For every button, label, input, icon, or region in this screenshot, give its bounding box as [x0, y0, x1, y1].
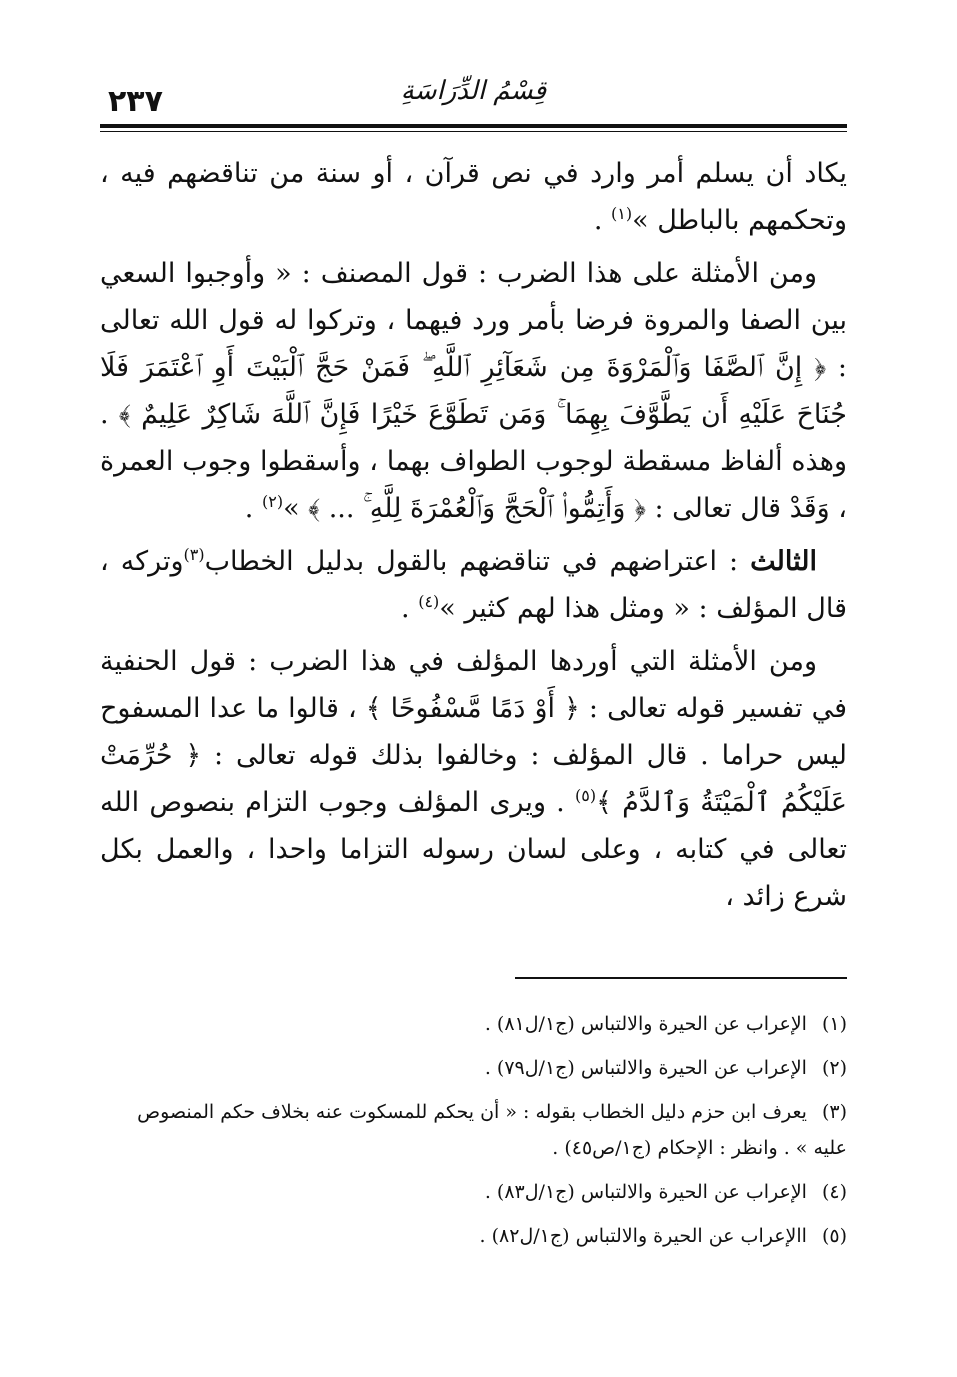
paragraph-3-lead: الثالث	[750, 546, 817, 577]
paragraph-1-text: يكاد أن يسلم أمر وارد في نص قرآن ، أو سنة من تناقضهم فيه ، وتحكمهم بالباطل »	[100, 158, 847, 236]
paragraph-3-text-b: وتركه ، قال المؤلف : « ومثل هذا لهم كثير »	[100, 546, 847, 624]
paragraph-1	[100, 150, 847, 244]
footnote-item	[100, 1174, 847, 1210]
footnote-text: االإعراب عن الحيرة والالتباس (ج١/ل٨٢) .	[479, 1225, 807, 1247]
paragraph-3	[100, 538, 847, 632]
footnote-item	[100, 1006, 847, 1042]
paragraph-2	[100, 250, 847, 532]
footnote-ref-3: (٣)	[183, 545, 205, 564]
footnote-item	[100, 1094, 847, 1166]
footnote-number: (٤)	[821, 1181, 847, 1203]
footnote-ref-5: (٥)	[574, 786, 597, 805]
page-number: ٢٣٧	[108, 84, 163, 119]
footnote-item	[100, 1050, 847, 1086]
header-rule	[100, 124, 847, 128]
paragraph-4-text-b: . ويرى المؤلف وجوب التزام بنصوص الله تعالى في كتابه ، وعلى لسان رسوله التزاما واحدا ، والعمل بكل شرع زائد ،	[100, 787, 847, 912]
footnote-ref-1: (١)	[611, 204, 633, 223]
paragraph-2-end: .	[244, 493, 262, 524]
footnote-number: (١)	[821, 1013, 847, 1035]
footnote-text: الإعراب عن الحيرة والالتباس (ج١/ل٨١) .	[484, 1013, 807, 1035]
paragraph-4	[100, 638, 847, 920]
footnote-number: (٣)	[821, 1101, 847, 1123]
footnote-text: يعرف ابن حزم دليل الخطاب بقوله : « أن يحكم للمسكوت عنه بخلاف حكم المنصوص عليه » . وانظر : الإحكام (ج١/ص٤٥) .	[137, 1101, 847, 1159]
footnote-ref-2: (٢)	[261, 492, 284, 511]
main-text	[100, 150, 847, 926]
paragraph-3-text-a: : اعتراضهم في تناقضهم بالقول بدليل الخطاب	[204, 546, 751, 577]
footnote-number: (٢)	[821, 1057, 847, 1079]
footnote-text: الإعراب عن الحيرة والالتباس (ج١/ل٨٣) .	[484, 1181, 807, 1203]
footnote-ref-4: (٤)	[418, 592, 440, 611]
paragraph-1-end: .	[593, 205, 612, 236]
paragraph-2-text: ومن الأمثلة على هذا الضرب : قول المصنف : « وأوجبوا السعي بين الصفا والمروة فرضا بأمر ورد فيهما ، وتركوا له قول الله تعالى : ﴿ إِنَّ ٱلصَّفَا وَٱلْمَرْوَةَ مِن شَعَآئِرِ ٱللَّهِ ۖ فَمَنْ حَجَّ ٱلْبَيْتَ أَوِ ٱعْتَمَرَ فَلَا جُنَاحَ عَلَيْهِ أَن يَطَّوَّفَ بِهِمَا ۚ وَمَن تَطَوَّعَ خَيْرًا فَإِنَّ ٱللَّهَ شَاكِرٌ عَلِيمٌ ﴾ . وهذه ألفاظ مسقطة لوجوب الطواف بهما ، وأسقطوا وجوب العمرة ، وَقَدْ قال تعالى : ﴿ وَأَتِمُّوا۟ ٱلْحَجَّ وَٱلْعُمْرَةَ لِلَّهِ ۚ ... ﴾ »	[100, 258, 847, 524]
footnote-text: الإعراب عن الحيرة والالتباس (ج١/ل٧٩) .	[484, 1057, 807, 1079]
page-header	[100, 70, 847, 128]
footnote-item	[100, 1218, 847, 1254]
footnotes	[100, 1006, 847, 1262]
running-title: قِسْمُ الدِّرَاسَةِ	[400, 76, 547, 106]
footnote-separator	[515, 977, 847, 979]
paragraph-3-end: .	[401, 593, 419, 624]
footnote-number: (٥)	[821, 1225, 847, 1247]
paragraph-4-text-a: ومن الأمثلة التي أوردها المؤلف في هذا الضرب : قول الحنفية في تفسير قوله تعالى : ﴿ أَوْ دَمًا مَّسْفُوحًا ﴾ ، قالوا ما عدا المسفوح ليس حراما . قال المؤلف : وخالفوا بذلك قوله تعالى : ﴿ حُرِّمَتْ عَلَيْكُمُ ٱلْمَيْتَةُ وَٱلدَّمُ ﴾	[100, 646, 847, 818]
